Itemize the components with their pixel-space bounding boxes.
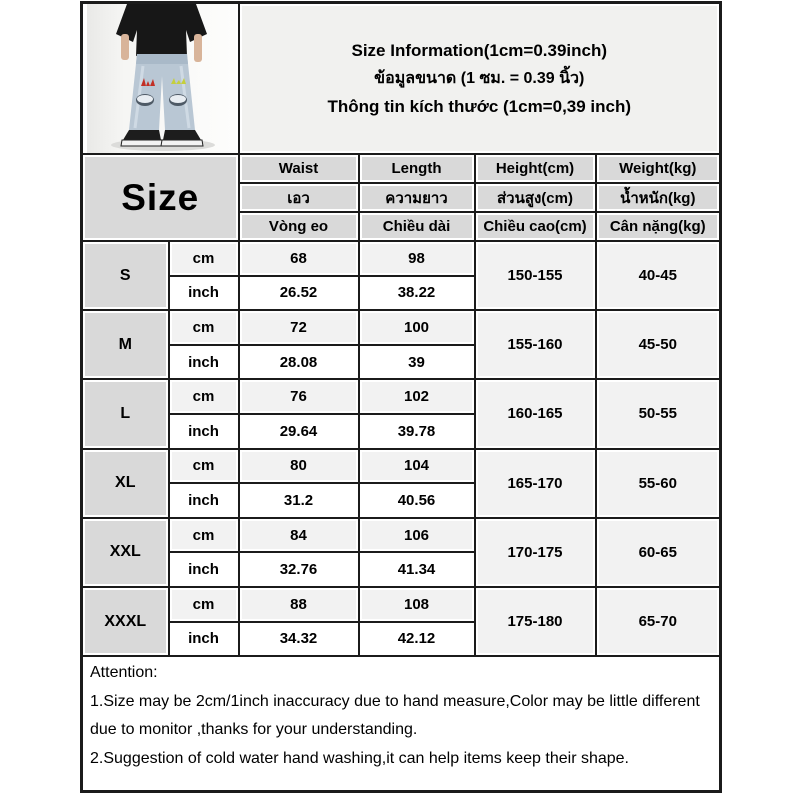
table-row — [82, 449, 721, 484]
waist-inch-value: 31.2 — [239, 483, 359, 518]
header-banner-row — [82, 3, 721, 155]
size-label-s: S — [82, 241, 169, 310]
waist-cm-value: 76 — [239, 379, 359, 414]
height-range: 165-170 — [475, 449, 596, 518]
length-cm-value: 102 — [359, 379, 475, 414]
header-waist-vi: Vòng eo — [239, 212, 359, 241]
length-cm-value: 108 — [359, 587, 475, 622]
table-row — [82, 241, 721, 276]
length-inch-value: 38.22 — [359, 276, 475, 311]
length-cm-value: 106 — [359, 518, 475, 553]
waist-inch-value: 26.52 — [239, 276, 359, 311]
header-height-en: Height(cm) — [475, 154, 596, 183]
unit-label-inch: inch — [169, 276, 239, 311]
attention-title: Attention: — [90, 664, 158, 682]
weight-range: 45-50 — [596, 310, 721, 379]
attention-line-1: 1.Size may be 2cm/1inch inaccuracy due to hand measure,Color may be little different due to monitor ,thanks for your understanding. — [90, 692, 700, 739]
length-cm-value: 100 — [359, 310, 475, 345]
waist-cm-value: 72 — [239, 310, 359, 345]
unit-label-inch: inch — [169, 483, 239, 518]
length-inch-value: 39.78 — [359, 414, 475, 449]
header-weight-en: Weight(kg) — [596, 154, 721, 183]
size-label-xxxl: XXXL — [82, 587, 169, 656]
header-length-en: Length — [359, 154, 475, 183]
size-column-header: Size — [82, 154, 239, 241]
header-length-th: ความยาว — [359, 183, 475, 212]
height-range: 175-180 — [475, 587, 596, 656]
length-inch-value: 42.12 — [359, 622, 475, 657]
unit-label-inch: inch — [169, 552, 239, 587]
header-weight-th: น้ำหนัก(kg) — [596, 183, 721, 212]
table-row — [82, 518, 721, 553]
waist-cm-value: 84 — [239, 518, 359, 553]
size-label-xxl: XXL — [82, 518, 169, 587]
header-length-vi: Chiều dài — [359, 212, 475, 241]
length-cm-value: 104 — [359, 449, 475, 484]
model-photo — [82, 3, 239, 155]
unit-label-inch: inch — [169, 414, 239, 449]
title-vietnamese: Thông tin kích thước (1cm=0,39 inch) — [327, 96, 632, 116]
weight-range: 65-70 — [596, 587, 721, 656]
height-range: 155-160 — [475, 310, 596, 379]
size-label-m: M — [82, 310, 169, 379]
waist-inch-value: 32.76 — [239, 552, 359, 587]
header-waist-en: Waist — [239, 154, 359, 183]
unit-label-cm: cm — [169, 518, 239, 553]
size-label-xl: XL — [82, 449, 169, 518]
waist-cm-value: 68 — [239, 241, 359, 276]
waist-cm-value: 88 — [239, 587, 359, 622]
size-chart-table — [80, 1, 722, 793]
height-range: 150-155 — [475, 241, 596, 310]
attention-row — [82, 656, 721, 792]
weight-range: 60-65 — [596, 518, 721, 587]
waist-inch-value: 28.08 — [239, 345, 359, 380]
size-label-l: L — [82, 379, 169, 448]
table-row — [82, 310, 721, 345]
attention-note — [82, 656, 721, 792]
title-box — [239, 3, 721, 155]
height-range: 170-175 — [475, 518, 596, 587]
title-english: Size Information(1cm=0.39inch) — [351, 40, 608, 60]
weight-range: 50-55 — [596, 379, 721, 448]
header-weight-vi: Cân nặng(kg) — [596, 212, 721, 241]
model-photo-illustration — [83, 4, 239, 153]
waist-cm-value: 80 — [239, 449, 359, 484]
height-range: 160-165 — [475, 379, 596, 448]
table-row — [82, 379, 721, 414]
header-height-vi: Chiều cao(cm) — [475, 212, 596, 241]
unit-label-cm: cm — [169, 310, 239, 345]
size-chart-sheet — [80, 1, 722, 793]
header-row-english — [82, 154, 721, 183]
unit-label-cm: cm — [169, 379, 239, 414]
unit-label-cm: cm — [169, 587, 239, 622]
waist-inch-value: 29.64 — [239, 414, 359, 449]
length-inch-value: 41.34 — [359, 552, 475, 587]
header-height-th: ส่วนสูง(cm) — [475, 183, 596, 212]
unit-label-inch: inch — [169, 345, 239, 380]
length-cm-value: 98 — [359, 241, 475, 276]
attention-line-2: 2.Suggestion of cold water hand washing,it can help items keep their shape. — [90, 749, 629, 767]
unit-label-cm: cm — [169, 241, 239, 276]
title-thai: ข้อมูลขนาด (1 ซม. = 0.39 นิ้ว) — [374, 69, 585, 87]
unit-label-inch: inch — [169, 622, 239, 657]
length-inch-value: 39 — [359, 345, 475, 380]
unit-label-cm: cm — [169, 449, 239, 484]
weight-range: 40-45 — [596, 241, 721, 310]
header-waist-th: เอว — [239, 183, 359, 212]
waist-inch-value: 34.32 — [239, 622, 359, 657]
length-inch-value: 40.56 — [359, 483, 475, 518]
weight-range: 55-60 — [596, 449, 721, 518]
table-row — [82, 587, 721, 622]
